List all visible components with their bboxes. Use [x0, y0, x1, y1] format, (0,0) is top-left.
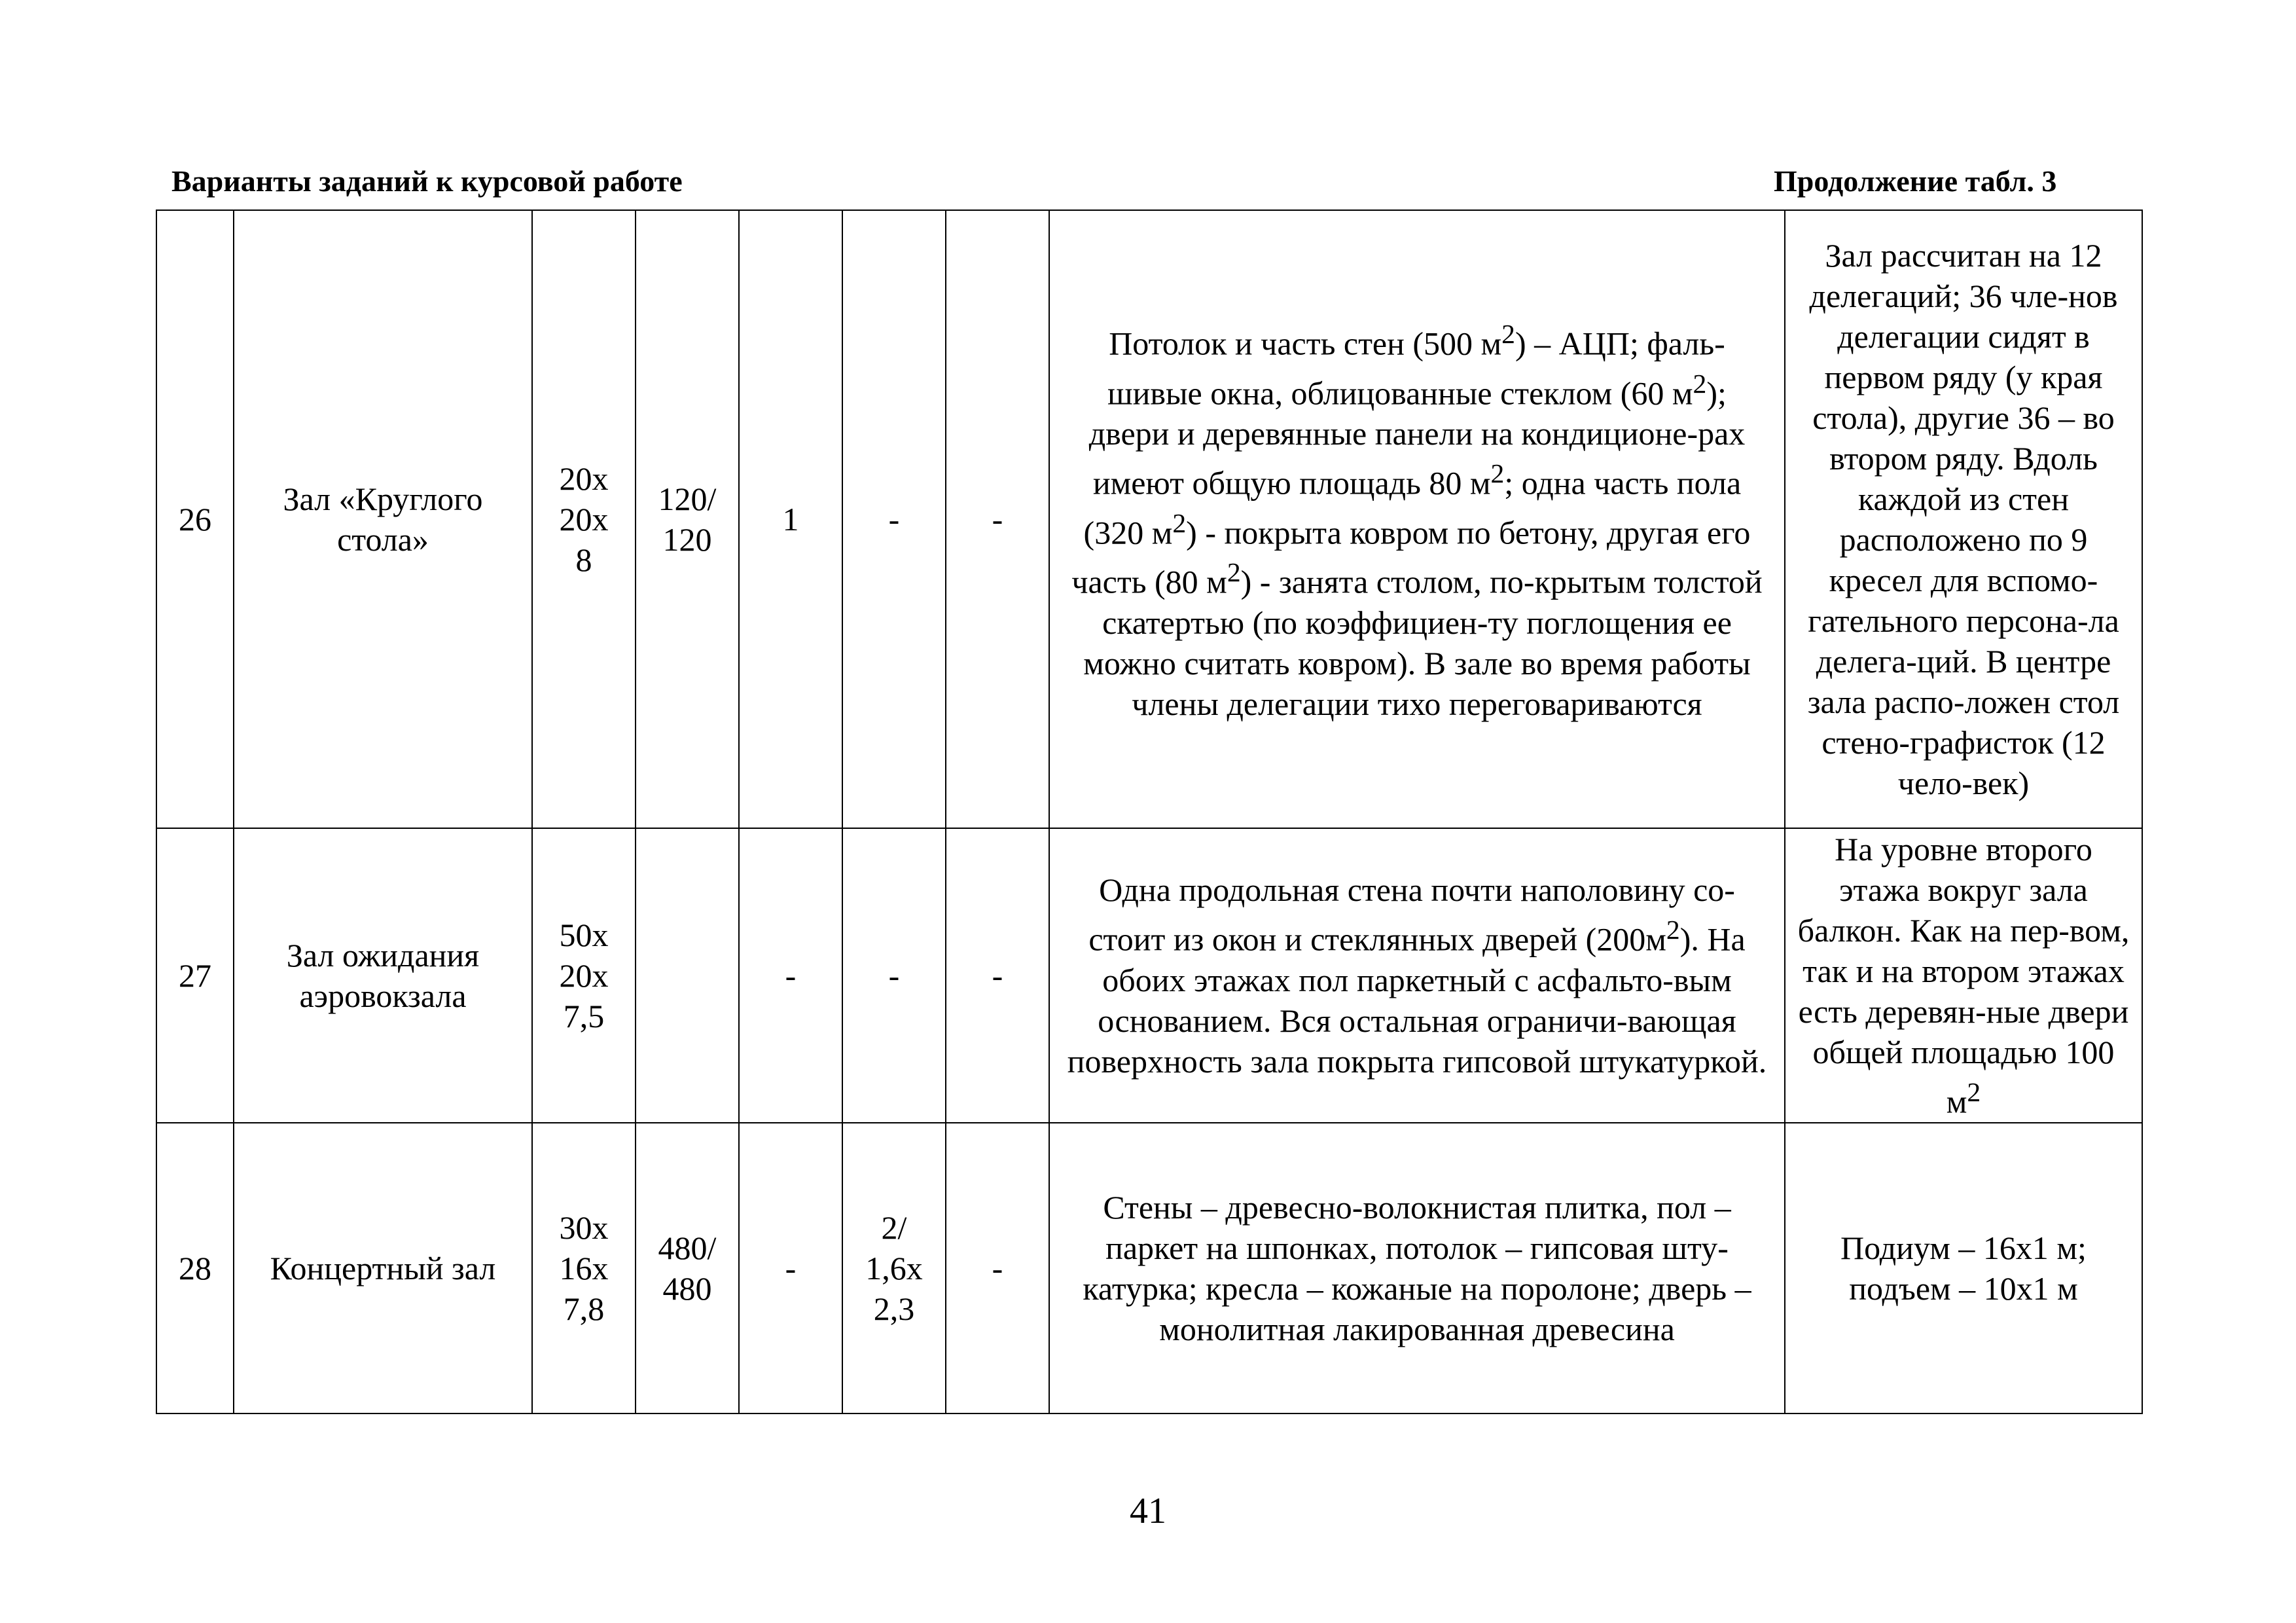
cell-col6: - — [842, 828, 946, 1123]
variants-table — [156, 210, 2143, 1414]
cell-col5: - — [739, 828, 842, 1123]
table-continuation-label: Продолжение табл. 3 — [1774, 164, 2057, 198]
hall-note: Зал рассчитан на 12 делегаций; 36 чле-нов делегации сидят в первом ряду (у края стола), другие 36 – во втором ряду. Вдоль каждой из стен расположено по 9 кресел для вспомо-гательного персона-ла делега-ций. В центре зала распо-ложен стол стено-графисток (12 чело-век) — [1785, 210, 2142, 828]
row-number: 26 — [156, 210, 234, 828]
cell-col6: 2/ 1,6х 2,3 — [842, 1123, 946, 1413]
cell-col4: 120/ 120 — [636, 210, 739, 828]
hall-note: На уровне второго этажа вокруг зала балкон. Как на пер-вом, так и на втором этажах есть деревян-ные двери общей площадью 100 $м^2$ — [1785, 828, 2142, 1123]
cell-col7: - — [946, 1123, 1049, 1413]
hall-dimensions: 30х 16х 7,8 — [532, 1123, 636, 1413]
hall-dimensions: 20х 20х 8 — [532, 210, 636, 828]
hall-description: Потолок и часть стен (500 $м^2$) – АЦП; фаль-шивые окна, облицованные стеклом (60 $м^2$); двери и деревянные панели на кондиционе-рах имеют общую площадь 80 $м^2$; одна часть пола (320 $м^2$) - покрыта ковром по бетону, другая его часть (80 $м^2$) - занята столом, по-крытым толстой скатертью (по коэффициен-ту поглощения ее можно считать ковром). В зале во время работы члены делегации тихо переговариваются — [1049, 210, 1785, 828]
table-row — [156, 210, 2142, 828]
hall-name: Концертный зал — [234, 1123, 532, 1413]
row-number: 28 — [156, 1123, 234, 1413]
hall-name: Зал ожидания аэровокзала — [234, 828, 532, 1123]
cell-col5: - — [739, 1123, 842, 1413]
table-row — [156, 828, 2142, 1123]
cell-col4: 480/ 480 — [636, 1123, 739, 1413]
hall-note: Подиум – 16х1 м; подъем – 10х1 м — [1785, 1123, 2142, 1413]
hall-description: Одна продольная стена почти наполовину со-стоит из окон и стеклянных дверей $(200м^2)$. На обоих этажах пол паркетный с асфальто-вым основанием. Вся остальная ограничи-вающая поверхность зала покрыта гипсовой штукатуркой. — [1049, 828, 1785, 1123]
cell-col5: 1 — [739, 210, 842, 828]
hall-dimensions: 50х 20х 7,5 — [532, 828, 636, 1123]
table-row — [156, 1123, 2142, 1413]
hall-description: Стены – древесно-волокнистая плитка, пол – паркет на шпонках, потолок – гипсовая шту-катурка; кресла – кожаные на поролоне; дверь – монолитная лакированная древесина — [1049, 1123, 1785, 1413]
hall-name: Зал «Круглого стола» — [234, 210, 532, 828]
table-title: Варианты заданий к курсовой работе — [171, 164, 683, 198]
cell-col6: - — [842, 210, 946, 828]
cell-col4 — [636, 828, 739, 1123]
cell-col7: - — [946, 210, 1049, 828]
row-number: 27 — [156, 828, 234, 1123]
cell-col7: - — [946, 828, 1049, 1123]
page-number: 41 — [1130, 1491, 1166, 1531]
